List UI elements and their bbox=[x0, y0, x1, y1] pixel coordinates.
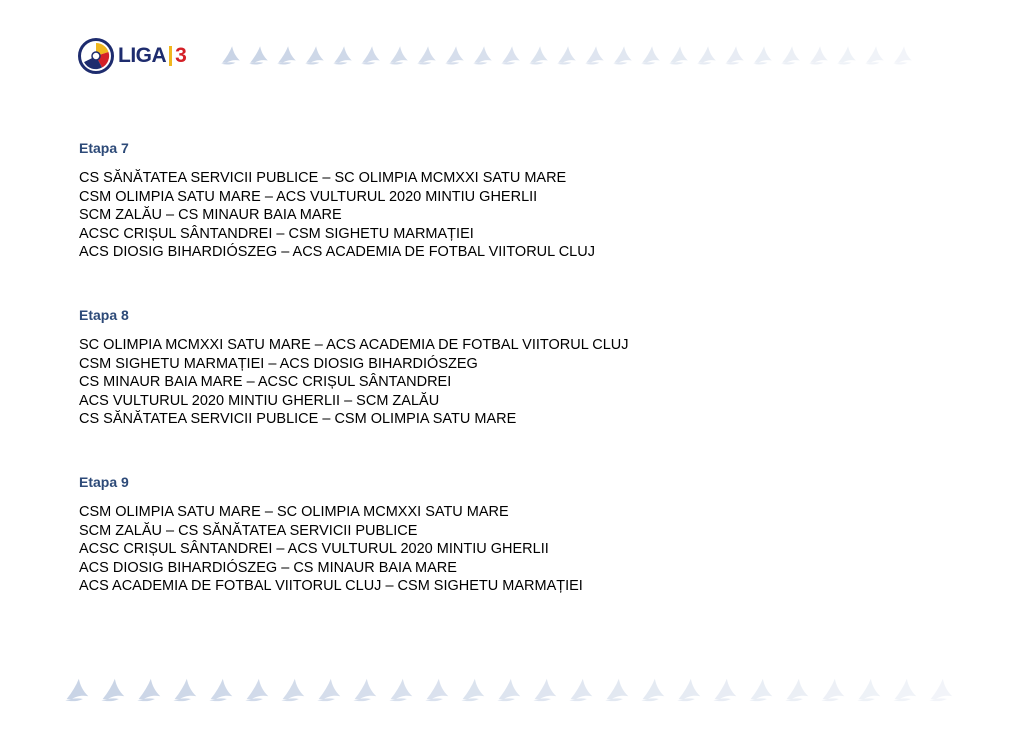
swoosh-pattern-icon bbox=[244, 676, 271, 703]
swoosh-pattern-icon bbox=[316, 676, 343, 703]
swoosh-pattern-icon bbox=[332, 44, 354, 66]
swoosh-pattern-icon bbox=[676, 676, 703, 703]
swoosh-pattern-icon bbox=[780, 44, 802, 66]
swoosh-pattern-icon bbox=[836, 44, 858, 66]
match-line: CSM OLIMPIA SATU MARE – ACS VULTURUL 2020 MINTIU GHERLII bbox=[79, 188, 538, 205]
swoosh-pattern-icon bbox=[424, 676, 451, 703]
swoosh-pattern-icon bbox=[856, 676, 883, 703]
swoosh-pattern-icon bbox=[460, 676, 487, 703]
stage-title: Etapa 7 bbox=[79, 140, 129, 156]
swoosh-pattern-icon bbox=[136, 676, 163, 703]
match-line: CSM SIGHETU MARMAȚIEI – ACS DIOSIG BIHARDIÓSZEG bbox=[79, 355, 478, 372]
swoosh-pattern-icon bbox=[748, 676, 775, 703]
stage-title: Etapa 8 bbox=[79, 306, 129, 323]
swoosh-pattern-icon bbox=[532, 676, 559, 703]
match-line: SCM ZALĂU – CS MINAUR BAIA MARE bbox=[79, 207, 342, 224]
swoosh-pattern-icon bbox=[100, 676, 127, 703]
match-line: CSM OLIMPIA SATU MARE – SC OLIMPIA MCMXXI SATU MARE bbox=[79, 503, 509, 520]
match-line: CS SĂNĂTATEA SERVICII PUBLICE – SC OLIMPIA MCMXXI SATU MARE bbox=[79, 170, 567, 186]
logo-number-text: 3 bbox=[175, 44, 187, 67]
swoosh-pattern-icon bbox=[360, 44, 382, 66]
swoosh-pattern-icon bbox=[444, 44, 466, 66]
match-line: ACS DIOSIG BIHARDIÓSZEG – CS MINAUR BAIA MARE bbox=[79, 559, 457, 576]
swoosh-pattern-icon bbox=[472, 44, 494, 66]
swoosh-pattern-icon bbox=[928, 676, 955, 703]
stage-section bbox=[79, 139, 979, 262]
swoosh-pattern-icon bbox=[500, 44, 522, 66]
swoosh-pattern-icon bbox=[388, 676, 415, 703]
header bbox=[78, 36, 186, 76]
swoosh-pattern-icon bbox=[64, 676, 91, 703]
match-line: ACS ACADEMIA DE FOTBAL VIITORUL CLUJ – CSM SIGHETU MARMAȚIEI bbox=[79, 578, 583, 595]
swoosh-pattern-icon bbox=[784, 676, 811, 703]
swoosh-pattern-icon bbox=[528, 44, 550, 66]
swoosh-pattern-icon bbox=[808, 44, 830, 66]
match-line: ACSC CRIȘUL SÂNTANDREI – CSM SIGHETU MARMAȚIEI bbox=[79, 225, 474, 242]
swoosh-pattern-icon bbox=[696, 44, 718, 66]
header-pattern bbox=[220, 44, 914, 66]
swoosh-pattern-icon bbox=[556, 44, 578, 66]
swoosh-pattern-icon bbox=[220, 44, 242, 66]
swoosh-pattern-icon bbox=[280, 676, 307, 703]
swoosh-pattern-icon bbox=[568, 676, 595, 703]
swoosh-pattern-icon bbox=[724, 44, 746, 66]
swoosh-pattern-icon bbox=[712, 676, 739, 703]
swoosh-pattern-icon bbox=[496, 676, 523, 703]
match-line: CS MINAUR BAIA MARE – ACSC CRIȘUL SÂNTANDREI bbox=[79, 374, 452, 391]
stage-section bbox=[79, 473, 979, 596]
match-line: SCM ZALĂU – CS SĂNĂTATEA SERVICII PUBLICE bbox=[79, 522, 418, 539]
swoosh-pattern-icon bbox=[640, 676, 667, 703]
swoosh-pattern-icon bbox=[416, 44, 438, 66]
swoosh-pattern-icon bbox=[604, 676, 631, 703]
swoosh-pattern-icon bbox=[388, 44, 410, 66]
swoosh-pattern-icon bbox=[864, 44, 886, 66]
swoosh-pattern-icon bbox=[820, 676, 847, 703]
swoosh-pattern-icon bbox=[640, 44, 662, 66]
match-line: ACS VULTURUL 2020 MINTIU GHERLII – SCM ZALĂU bbox=[79, 392, 440, 409]
swoosh-pattern-icon bbox=[172, 676, 199, 703]
swoosh-pattern-icon bbox=[892, 676, 919, 703]
swoosh-pattern-icon bbox=[276, 44, 298, 66]
stage-title: Etapa 9 bbox=[79, 473, 129, 490]
match-line: CS SĂNĂTATEA SERVICII PUBLICE – CSM OLIMPIA SATU MARE bbox=[79, 411, 517, 428]
swoosh-pattern-icon bbox=[892, 44, 914, 66]
swoosh-pattern-icon bbox=[612, 44, 634, 66]
stage-section bbox=[79, 306, 979, 429]
logo-separator bbox=[169, 46, 172, 66]
swoosh-pattern-icon bbox=[248, 44, 270, 66]
footer-pattern bbox=[64, 676, 955, 703]
logo-liga-text: LIGA bbox=[118, 44, 167, 67]
swoosh-pattern-icon bbox=[752, 44, 774, 66]
logo-wordmark bbox=[118, 44, 186, 68]
swoosh-pattern-icon bbox=[352, 676, 379, 703]
swoosh-pattern-icon bbox=[584, 44, 606, 66]
swoosh-pattern-icon bbox=[668, 44, 690, 66]
match-line: ACSC CRIȘUL SÂNTANDREI – ACS VULTURUL 2020 MINTIU GHERLII bbox=[79, 541, 549, 558]
match-line: SC OLIMPIA MCMXXI SATU MARE – ACS ACADEMIA DE FOTBAL VIITORUL CLUJ bbox=[79, 336, 629, 353]
fixtures-content bbox=[79, 139, 979, 640]
liga3-ball-icon bbox=[78, 38, 114, 74]
swoosh-pattern-icon bbox=[208, 676, 235, 703]
match-line: ACS DIOSIG BIHARDIÓSZEG – ACS ACADEMIA DE FOTBAL VIITORUL CLUJ bbox=[79, 244, 595, 261]
swoosh-pattern-icon bbox=[304, 44, 326, 66]
